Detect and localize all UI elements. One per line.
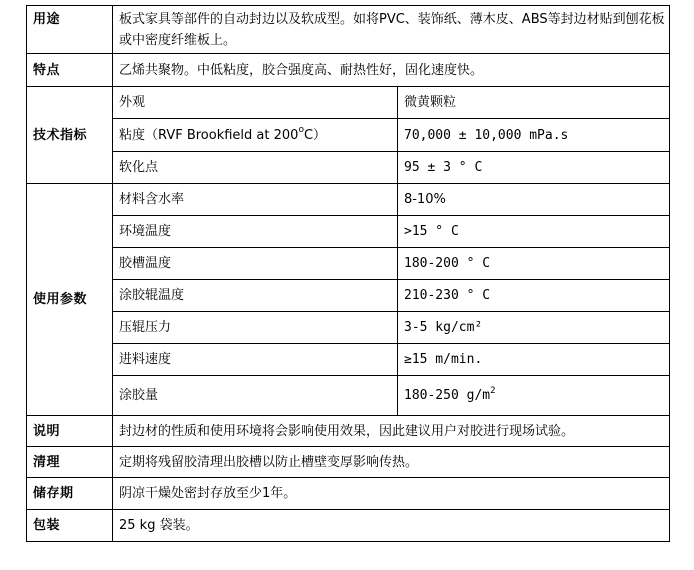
param-value: 210-230 ° C: [398, 280, 670, 312]
features-label: 特点: [27, 54, 113, 87]
specs-label: 技术指标: [27, 87, 113, 184]
param-name: 材料含水率: [113, 184, 398, 216]
squared-superscript: 2: [490, 385, 496, 396]
param-row: [27, 344, 670, 376]
spec-value: 95 ± 3 ° C: [398, 152, 670, 184]
param-name: 涂胶量: [113, 376, 398, 416]
cleaning-row: [27, 447, 670, 478]
param-name: 进料速度: [113, 344, 398, 376]
param-row: [27, 216, 670, 248]
packaging-text: 25 kg 袋装。: [113, 510, 670, 542]
param-row: [27, 312, 670, 344]
param-value: >15 ° C: [398, 216, 670, 248]
spec-row-softening: [27, 152, 670, 184]
spec-value: 微黄颗粒: [398, 87, 670, 119]
param-row: [27, 184, 670, 216]
spec-row-appearance: [27, 87, 670, 119]
viscosity-label-prefix: 粘度（RVF Brookfield at 200: [119, 127, 299, 143]
spec-name: 外观: [113, 87, 398, 119]
param-name: 压辊压力: [113, 312, 398, 344]
product-spec-table: [26, 5, 670, 542]
usage-row: [27, 6, 670, 54]
storage-label: 储存期: [27, 478, 113, 510]
param-name: 环境温度: [113, 216, 398, 248]
param-row: [27, 376, 670, 416]
degree-superscript: o: [298, 125, 304, 136]
cleaning-label: 清理: [27, 447, 113, 478]
param-value: 3-5 kg/cm²: [398, 312, 670, 344]
param-value: 180-200 ° C: [398, 248, 670, 280]
spec-value: 70,000 ± 10,000 mPa.s: [398, 119, 670, 152]
notes-text: 封边材的性质和使用环境将会影响使用效果，因此建议用户对胶进行现场试验。: [113, 416, 670, 447]
notes-row: [27, 416, 670, 447]
param-row: [27, 280, 670, 312]
storage-text: 阴凉干燥处密封存放至少1年。: [113, 478, 670, 510]
viscosity-label-suffix: C）: [303, 127, 327, 143]
usage-label: 用途: [27, 6, 113, 54]
usage-text: 板式家具等部件的自动封边以及软成型。如将PVC、装饰纸、薄木皮、ABS等封边材贴到刨花板或中密度纤维板上。: [113, 6, 670, 54]
features-text: 乙烯共聚物。中低粘度，胶合强度高、耐热性好，固化速度快。: [113, 54, 670, 87]
param-value: ≥15 m/min.: [398, 344, 670, 376]
params-label: 使用参数: [27, 184, 113, 416]
storage-row: [27, 478, 670, 510]
packaging-row: [27, 510, 670, 542]
spec-row-viscosity: [27, 119, 670, 152]
spec-name: [113, 119, 398, 152]
param-name: 涂胶辊温度: [113, 280, 398, 312]
notes-label: 说明: [27, 416, 113, 447]
param-row: [27, 248, 670, 280]
spec-name: 软化点: [113, 152, 398, 184]
cleaning-text: 定期将残留胶清理出胶槽以防止槽壁变厚影响传热。: [113, 447, 670, 478]
param-value: 8-10%: [398, 184, 670, 216]
packaging-label: 包装: [27, 510, 113, 542]
param-value: [398, 376, 670, 416]
param-name: 胶槽温度: [113, 248, 398, 280]
coverage-value: 180-250 g/m: [404, 388, 491, 403]
features-row: [27, 54, 670, 87]
